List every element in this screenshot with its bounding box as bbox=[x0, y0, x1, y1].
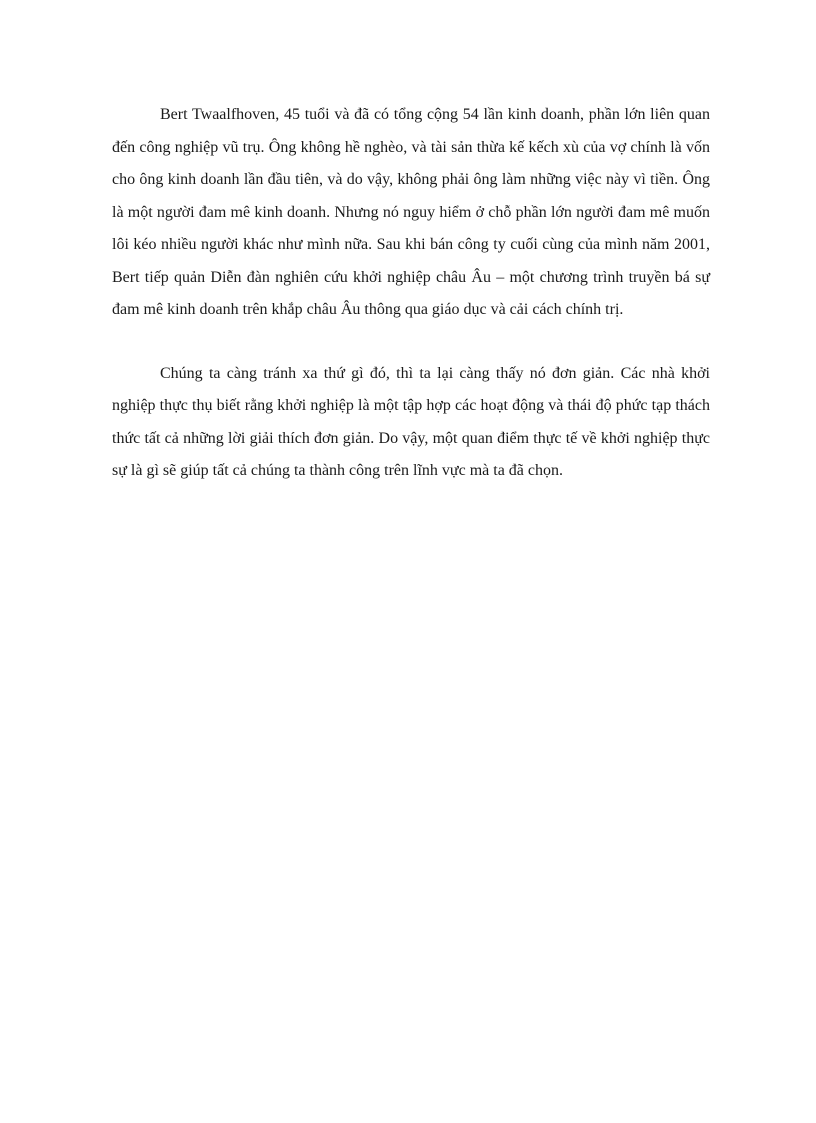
paragraph-entrepreneurship-complexity: Chúng ta càng tránh xa thứ gì đó, thì ta lại càng thấy nó đơn giản. Các nhà khởi nghiệp thực thụ biết rằng khởi nghiệp là một tập hợp các hoạt động và thái độ phức tạp thách thức tất cả những lời giải thích đơn giản. Do vậy, một quan điểm thực tế về khởi nghiệp thực sự là gì sẽ giúp tất cả chúng ta thành công trên lĩnh vực mà ta đã chọn. bbox=[112, 364, 710, 479]
paragraph-bert-twaalfhoven: Bert Twaalfhoven, 45 tuổi và đã có tổng cộng 54 lần kinh doanh, phần lớn liên quan đến công nghiệp vũ trụ. Ông không hề nghèo, và tài sản thừa kế kếch xù của vợ chính là vốn cho ông kinh doanh lần đầu tiên, và do vậy, không phải ông làm những việc này vì tiền. Ông là một người đam mê kinh doanh. Nhưng nó nguy hiểm ở chỗ phần lớn người đam mê muốn lôi kéo nhiều người khác như mình nữa. Sau khi bán công ty cuối cùng của mình năm 2001, Bert tiếp quản Diễn đàn nghiên cứu khởi nghiệp châu Âu – một chương trình truyền bá sự đam mê kinh doanh trên khắp châu Âu thông qua giáo dục và cải cách chính trị. bbox=[112, 106, 710, 318]
document-body bbox=[112, 99, 710, 488]
